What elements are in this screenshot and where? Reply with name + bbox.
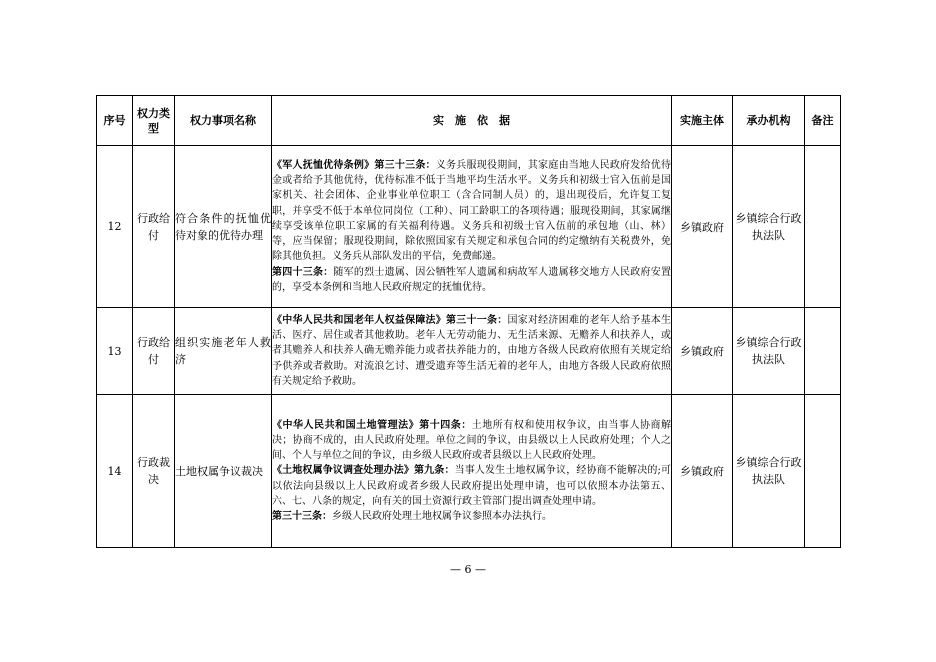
row-org: 乡镇综合行政执法队 <box>733 395 805 548</box>
row-basis <box>272 146 672 308</box>
basis-text: 国家对经济困难的老年人给予基本生活、医疗、居住或者其他救助。老年人无劳动能力、无生活来源、无赡养人和扶养人，或者其赡养人和扶养人确无赡养能力或者扶养能力的，由地方各级人民政府依照有关规定给予供养或者救助。对流浪乞讨、遭受遗弃等生活无着的老年人，由地方各级人民政府依照有关规定给予救助。 <box>272 314 672 387</box>
row-remark <box>805 308 841 395</box>
header-basis: 实 施 依 据 <box>272 96 672 146</box>
row-category: 行政给付 <box>133 146 175 308</box>
header-row <box>97 96 841 146</box>
row-subject: 乡镇政府 <box>672 395 733 548</box>
header-subject: 实施主体 <box>672 96 733 146</box>
table-row <box>97 146 841 308</box>
basis-title: 《军人抚恤优待条例》第三十三条： <box>272 160 436 172</box>
basis-title: 《中华人民共和国老年人权益保障法》第三十一条： <box>272 314 508 326</box>
header-org: 承办机构 <box>733 96 805 146</box>
basis-title: 第三十三条： <box>272 511 332 522</box>
row-remark <box>805 146 841 308</box>
row-name: 组织实施老年人救济 <box>175 308 272 395</box>
basis-text: 义务兵服现役期间，其家庭由当地人民政府发给优待金或者给予其他优待，优待标准不低于当地平均生活水平。义务兵和初级士官入伍前是国家机关、社会团体、企业事业单位职工（含合同制人员）的，退出现役后，允许复工复职，并享受不低于本单位同岗位（工种）、同工龄职工的各项待遇；服现役期间，其家属继续享受该单位职工家属的有关福利待遇。义务兵和初级士官入伍前的承包地（山、林）等，应当保留；服现役期间，除依照国家有关规定和承包合同的约定缴纳有关税费外，免除其他负担。义务兵从部队发出的平信，免费邮递。 <box>272 160 672 263</box>
header-category: 权力类型 <box>133 96 175 146</box>
basis-title: 第四十三条： <box>272 266 334 278</box>
table-row <box>97 395 841 548</box>
basis-title: 《中华人民共和国土地管理法》第十四条： <box>272 419 472 431</box>
basis-text: 土地所有权和使用权争议，由当事人协商解决；协商不成的，由人民政府处理。单位之间的争议，由县级以上人民政府处理；个人之间、个人与单位之间的争议，由乡级人民政府或者县级以上人民政府处理。 <box>272 419 672 462</box>
row-basis <box>272 308 672 395</box>
page-number: — 6 — <box>450 563 486 576</box>
row-org: 乡镇综合行政执法队 <box>733 146 805 308</box>
row-index: 13 <box>97 308 133 395</box>
row-org: 乡镇综合行政执法队 <box>733 308 805 395</box>
row-name: 符合条件的抚恤优待对象的优待办理 <box>175 146 272 308</box>
basis-title: 《土地权属争议调查处理办法》第九条： <box>272 465 455 477</box>
header-remark: 备注 <box>805 96 841 146</box>
row-category: 行政裁决 <box>133 395 175 548</box>
table-row <box>97 308 841 395</box>
header-name: 权力事项名称 <box>175 96 272 146</box>
row-index: 14 <box>97 395 133 548</box>
row-name: 土地权属争议裁决 <box>175 395 272 548</box>
basis-text: 乡级人民政府处理土地权属争议参照本办法执行。 <box>332 511 552 522</box>
row-remark <box>805 395 841 548</box>
power-list-table <box>96 95 841 548</box>
basis-text: 当事人发生土地权属争议，经协商不能解决的;可以依法向县级以上人民政府或者乡级人民政府提出处理申请，也可以依照本办法第五、六、七、八条的规定，向有关的国土资源行政主管部门提出调查处理申请。 <box>272 465 672 507</box>
header-index: 序号 <box>97 96 133 146</box>
basis-text: 随军的烈士遗属、因公牺牲军人遗属和病故军人遗属移交地方人民政府安置的，享受本条例和当地人民政府规定的抚恤优待。 <box>272 266 672 293</box>
row-subject: 乡镇政府 <box>672 146 733 308</box>
row-subject: 乡镇政府 <box>672 308 733 395</box>
row-category: 行政给付 <box>133 308 175 395</box>
row-index: 12 <box>97 146 133 308</box>
row-basis <box>272 395 672 548</box>
